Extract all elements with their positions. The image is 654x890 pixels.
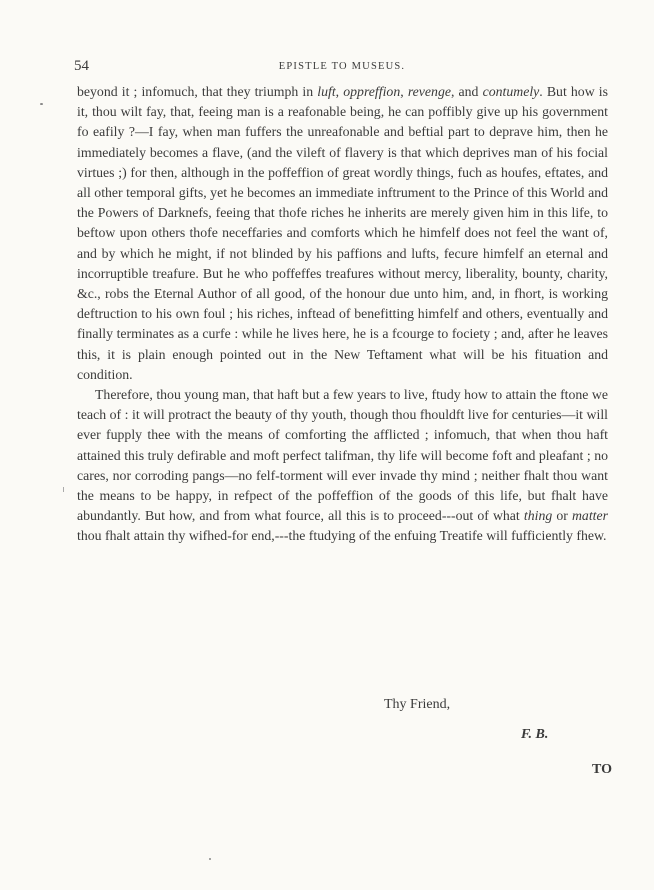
page-number: 54 [74, 58, 89, 74]
text-run: thou fhalt attain thy wifhed-for end,---the ftudying of the enfuing Treatife will fufficiently fhew. [77, 528, 607, 544]
ink-speck [209, 858, 211, 860]
running-head: EPISTLE TO MUSEUS. [278, 61, 406, 72]
paragraph-2 [77, 385, 608, 547]
italic-word: matter [571, 508, 608, 524]
italic-word: revenge [407, 84, 451, 99]
text-run: or [552, 508, 572, 524]
ink-speck [40, 103, 43, 105]
italic-word: contumely [482, 84, 540, 99]
text-run: Therefore, thou young man, that haft but a few years to live, ftudy how to attain the ftone we teach of : it will protract the beauty of thy youth, though thou fhouldft live for centuries—it will ever fupply thee with the means of comforting the afflicted ; infomuch, that when thou haft attained this truly defirable and moft perfect talifman, thy life will become foft and pleafant ; no cares, nor corroding pangs—no felf-torment will ever invade thy mind ; neither fhalt thou want the means to be happy, in refpect of the poffeffion of the goods of this life, but fhalt have abundantly. But how, and from what fource, all this is to proceed---out of what [77, 387, 608, 524]
author-initials: F. B. [521, 727, 549, 742]
text-run: , [400, 84, 408, 99]
italic-word: luft [317, 84, 336, 99]
italic-word: oppreffion [343, 84, 401, 99]
italic-word: thing [523, 508, 553, 524]
page-header [74, 58, 610, 78]
catchword: TO [592, 762, 612, 777]
ink-speck [63, 487, 64, 492]
signoff: Thy Friend, [384, 697, 451, 712]
text-run: . But how is it, thou wilt fay, that, feeing man is a reafonable being, he can poffibly give up his government fo eafily ?—I fay, when man fuffers the unreafonable and beftial part to deprave him, then he immediately becomes a flave, (and the vileft of flavery is that which deprives man of his focial virtues ;) for then, although in the poffeffion of great wordly things, fuch as houfes, eftates, and all other temporal gifts, yet he becomes an immediate inftrument to the Prince of this World and the Powers of Darknefs, feeing that thofe riches he inherits are merely given him in this life, to beftow upon others thofe neceffaries and comforts which he himfelf does not feel the want of, and by which he might, if not blinded by his paffions and lufts, fecure himfelf an eternal and incorruptible treafure. But he who poffeffes treafures without mercy, liberality, bounty, charity, &c., robs the Eternal Author of all good, of the honour due unto him, and, in fhort, is working deftruction to his own foul ; his riches, inftead of benefitting himfelf and others, eventually and finally terminates as a curfe : while he lives here, he is a fcourge to fociety ; and, after he leaves this, it is plain enough pointed out in the New Teftament what will be his fituation and condition. [77, 84, 608, 382]
text-run: , [335, 84, 344, 99]
text-run: beyond it ; infomuch, that they triumph in [77, 84, 318, 99]
text-run: , and [450, 84, 483, 99]
paragraph-1 [77, 82, 608, 385]
body-text [77, 82, 608, 547]
